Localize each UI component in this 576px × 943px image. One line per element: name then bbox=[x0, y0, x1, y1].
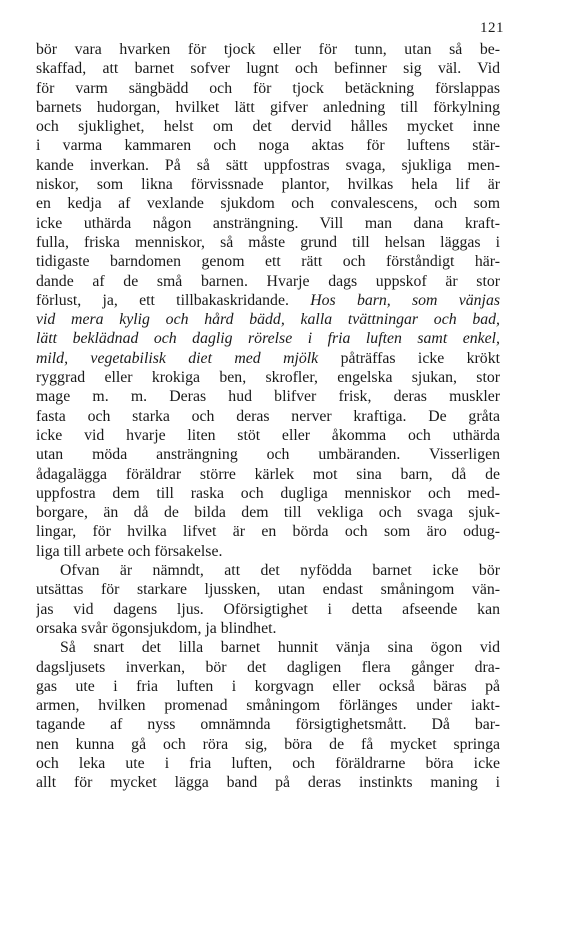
text-segment: fulla, friska menniskor, så måste grund till helsan läggas i bbox=[36, 233, 500, 251]
text-line bbox=[36, 291, 500, 310]
text-line bbox=[36, 638, 500, 657]
text-segment: utsättas för starkare ljussken, utan endast småningom vän- bbox=[36, 581, 500, 599]
text-line bbox=[36, 310, 500, 329]
text-segment: tagande af nyss omnämnda försigtighetsmått. Då bar- bbox=[36, 716, 500, 734]
text-line bbox=[36, 658, 500, 677]
text-line bbox=[36, 484, 500, 503]
text-segment: ryggrad eller krokiga ben, skrofler, engelska sjukan, stor bbox=[36, 369, 500, 387]
text-segment: utan möda ansträngning och umbäranden. Visserligen bbox=[36, 446, 500, 464]
text-line bbox=[36, 696, 500, 715]
text-line bbox=[36, 368, 500, 387]
text-line bbox=[36, 522, 500, 541]
text-line bbox=[36, 329, 500, 348]
text-line bbox=[36, 156, 500, 175]
text-segment: i varma kammaren och noga aktas för luftens stär- bbox=[36, 137, 500, 155]
text-segment: barnets hudorgan, hvilket lätt gifver anledning till förkylning bbox=[36, 98, 500, 116]
text-segment: lingar, för hvilka lifvet är en börda och som äro odug- bbox=[36, 523, 500, 541]
text-segment: icke uthärda någon ansträngning. Vill man dana kraft- bbox=[36, 214, 500, 232]
text-segment: liga till arbete och försakelse. bbox=[36, 542, 223, 560]
text-segment: Så snart det lilla barnet hunnit vänja sina ögon vid bbox=[60, 639, 500, 657]
text-line bbox=[36, 233, 500, 252]
text-line bbox=[36, 136, 500, 155]
text-line bbox=[36, 194, 500, 213]
text-segment: armen, hvilken promenad småningom förlänges under iakt- bbox=[36, 697, 500, 715]
text-line bbox=[36, 754, 500, 773]
text-line bbox=[36, 445, 500, 464]
text-segment: Ofvan är nämndt, att det nyfödda barnet icke bör bbox=[60, 562, 500, 580]
text-segment: och sjuklighet, helst om det dervid hålles mycket inne bbox=[36, 118, 500, 136]
text-segment: fasta och starka och deras nerver kraftiga. De gråta bbox=[36, 407, 500, 425]
italic-text-segment: Hos barn, som vänjas bbox=[310, 291, 500, 309]
text-line bbox=[36, 619, 500, 638]
text-line bbox=[36, 214, 500, 233]
text-segment: bör vara hvarken för tjock eller för tunn, utan så be- bbox=[36, 41, 500, 58]
text-line bbox=[36, 735, 500, 754]
text-line bbox=[36, 272, 500, 291]
text-segment: ådagalägga föräldrar större kärlek mot sina barn, då de bbox=[36, 465, 500, 483]
text-segment: icke vid hvarje liten stöt eller åkomma och uthärda bbox=[36, 426, 500, 444]
text-segment: skaffad, att barnet sofver lugnt och befinner sig väl. Vid bbox=[36, 60, 500, 78]
text-line bbox=[36, 59, 500, 78]
text-line bbox=[36, 252, 500, 271]
body-text bbox=[36, 40, 500, 793]
text-segment: förlust, ja, ett tillbakaskridande. bbox=[36, 291, 311, 309]
text-line bbox=[36, 79, 500, 98]
italic-text-segment: vid mera kylig och hård bädd, kalla tvättningar och bad, bbox=[36, 311, 500, 329]
text-line bbox=[36, 677, 500, 696]
text-line bbox=[36, 175, 500, 194]
text-line bbox=[36, 349, 500, 368]
text-segment: orsaka svår ögonsjukdom, ja blindhet. bbox=[36, 619, 277, 637]
text-line bbox=[36, 426, 500, 445]
text-segment: kande inverkan. På så sätt uppfostras svaga, sjukliga men- bbox=[36, 156, 500, 174]
text-segment: uppfostra dem till raska och dugliga menniskor och med- bbox=[36, 484, 500, 502]
text-segment: påträffas icke krökt bbox=[318, 349, 500, 367]
page-number: 121 bbox=[480, 20, 504, 36]
italic-text-segment: mild, vegetabilisk diet med mjölk bbox=[36, 349, 319, 367]
text-line bbox=[36, 407, 500, 426]
text-segment: allt för mycket lägga band på deras instinkts maning i bbox=[36, 774, 500, 792]
text-line bbox=[36, 580, 500, 599]
text-segment: gas ute i fria luften i korgvagn eller också bäras på bbox=[36, 677, 500, 695]
text-segment: och leka ute i fria luften, och föräldrarne böra icke bbox=[36, 754, 500, 772]
text-line bbox=[36, 715, 500, 734]
text-segment: dande af de små barnen. Hvarje dags uppskof är stor bbox=[36, 272, 500, 290]
text-segment: jas vid dagens ljus. Oförsigtighet i detta afseende kan bbox=[36, 600, 500, 618]
text-segment: en kedja af vexlande sjukdom och convalescens, och som bbox=[36, 195, 500, 213]
text-segment: för varm sängbädd och för tjock betäckning förslappas bbox=[36, 79, 500, 97]
text-segment: mage m. m. Deras hud blifver frisk, deras muskler bbox=[36, 388, 500, 406]
text-line bbox=[36, 117, 500, 136]
text-line bbox=[36, 387, 500, 406]
text-segment: nen kunna gå och röra sig, böra de få mycket springa bbox=[36, 735, 500, 753]
text-line bbox=[36, 503, 500, 522]
text-segment: tidigaste barndomen genom ett rätt och förståndigt här- bbox=[36, 253, 500, 271]
text-segment: dagsljusets inverkan, bör det dagligen flera gånger dra- bbox=[36, 658, 500, 676]
text-line bbox=[36, 98, 500, 117]
text-segment: borgare, än då de bilda dem till vekliga och svaga sjuk- bbox=[36, 504, 500, 522]
text-line bbox=[36, 561, 500, 580]
italic-text-segment: lätt beklädnad och daglig rörelse i fria luften samt enkel, bbox=[36, 330, 500, 348]
text-line bbox=[36, 542, 500, 561]
text-line bbox=[36, 600, 500, 619]
text-line bbox=[36, 40, 500, 59]
text-line bbox=[36, 773, 500, 792]
text-line bbox=[36, 465, 500, 484]
text-segment: niskor, som likna förvissnade plantor, hvilkas hela lif är bbox=[36, 176, 500, 194]
